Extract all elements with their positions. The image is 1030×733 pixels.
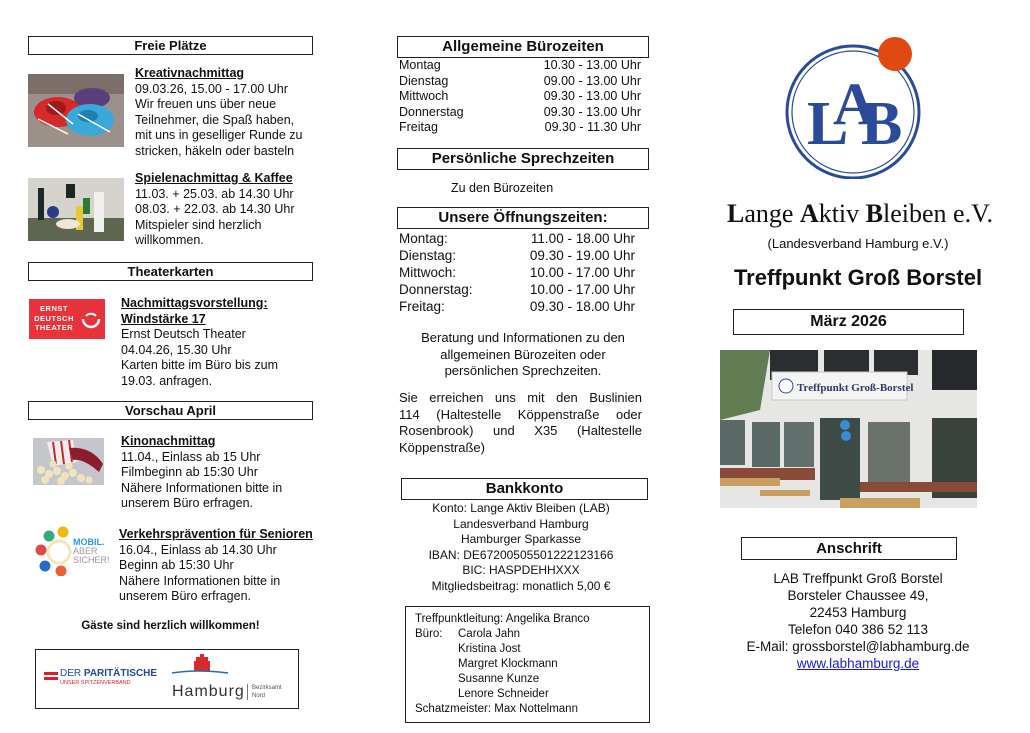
hours-day: Mittwoch [399,89,449,103]
team-leitung: Treffpunktleitung: Angelika Branco [415,613,590,625]
team-member: Margret Klockmann [458,658,558,670]
logo-text: DEUTSCH [34,313,74,323]
sponsors-box [35,649,299,709]
section-heading-sprechzeiten: Persönliche Sprechzeiten [397,148,649,170]
mobil-aber-sicher-logo [33,526,113,576]
event-line: unserem Büro erfragen. [121,496,254,510]
knitted-baby-shoes-photo [28,74,124,147]
hours-row [399,264,635,281]
hamburg-bezirksamt-logo [172,653,298,707]
org-name-suffix: e.V. [953,199,993,228]
team-member: Lenore Schneider [458,688,549,700]
section-heading-anschrift: Anschrift [741,537,957,560]
bank-line: IBAN: DE67200505501222123166 [428,547,614,562]
event-line: Beginn ab 15:30 Uhr [119,558,234,572]
event-line: mit uns in geselliger Runde zu [135,128,303,142]
hours-time: 10.30 - 13.00 Uhr [543,58,641,72]
hours-row [399,230,635,247]
logo-text: SICHER! [73,555,110,565]
hours-time: 09.30 - 13.00 Uhr [543,89,641,103]
lab-logo [783,34,923,179]
hours-time: 10.00 - 17.00 Uhr [529,265,635,280]
section-heading-bankkonto: Bankkonto [401,478,648,500]
bank-line: Konto: Lange Aktiv Bleiben (LAB) [432,501,610,515]
logo-text: ERNST [40,304,68,313]
hours-day: Donnerstag: [399,282,473,297]
logo-letter-b: B [861,90,903,158]
text-line: 114 (Haltestelle Köppenstraße oder [399,406,642,422]
bank-line: Mitgliedsbeitrag: monatlich 5,00 € [431,578,611,593]
bank-line: Landesverband Hamburg [453,516,589,531]
hours-time: 09.30 - 13.00 Uhr [543,104,641,119]
logo-text: PARITÄTISCHE [83,668,158,679]
text-line: Beratung und Informationen zu den [421,330,625,345]
hours-row [399,247,635,264]
event-line: 04.04.26, 15.30 Uhr [121,342,232,357]
team-member: Susanne Kunze [458,673,540,685]
org-subtitle: (Landesverband Hamburg e.V.) [767,236,949,251]
logo-text: Bezirksamt [252,685,282,691]
section-heading-vorschau-april: Vorschau April [28,401,313,420]
text-line: allgemeinen Bürozeiten oder [440,346,606,362]
section-heading-oeffnungszeiten: Unsere Öffnungszeiten: [397,207,649,229]
event-line: Karten bitte im Büro bis zum [121,358,279,372]
beratung-text [397,330,649,380]
org-name-part: ktiv [818,199,866,228]
team-buero-label: Büro: [415,628,443,640]
logo-text: MOBIL. [73,537,105,547]
hours-row [399,74,641,90]
event-line: Nähere Informationen bitte in [121,480,283,495]
hours-day: Dienstag [399,73,449,88]
org-name-part: ange [744,199,800,228]
hours-day: Montag: [399,231,448,246]
hours-time: 11.00 - 18.00 Uhr [530,231,635,246]
team-member: Carola Jahn [458,628,521,640]
hours-day: Freitag [399,120,438,134]
text-line: persönlichen Sprechzeiten. [444,363,602,378]
buerozeiten-table [399,58,641,136]
sprechzeiten-text: Zu den Bürozeiten [451,181,554,195]
logo-text: Nord [252,693,266,699]
event-title: Kreativnachmittag [135,66,245,80]
logo-text: ABER [73,546,98,556]
hours-time: 09.30 - 11.30 Uhr [544,120,641,134]
logo-text: DER [60,668,84,679]
page-title: Treffpunkt Groß Borstel [733,265,983,290]
event-line: 11.04., Einlass ab 15 Uhr [121,449,261,464]
event-title: Windstärke 17 [121,311,206,326]
team-schatzmeister: Schatzmeister: Max Nottelmann [415,703,578,715]
event-kreativnachmittag [135,66,325,159]
team-member: Kristina Jost [458,643,521,655]
treffpunkt-building-photo [720,350,977,508]
text-line: Rosenbrook) und X35 (Haltestelle [399,423,642,438]
org-name-part: leiben [883,199,954,228]
event-title: Kinonachmittag [121,434,216,448]
team-box [405,606,650,723]
event-line: Ernst Deutsch Theater [121,327,246,341]
hours-day: Mittwoch: [399,265,457,280]
event-title: Nachmittagsvorstellung: [121,296,268,310]
hours-row [399,58,641,74]
org-name-cap: A [799,199,819,228]
event-line: 19.03. anfragen. [121,373,213,388]
event-line: unserem Büro erfragen. [119,589,252,603]
address-block [700,570,1016,672]
smile-arc-icon [80,308,102,330]
hours-row [399,298,635,315]
event-line: willkommen. [135,233,204,247]
logo-text: UNSER SPITZENVERBAND [60,680,131,686]
event-line: Nähere Informationen bitte in [119,573,281,588]
bank-line: Hamburger Sparkasse [460,532,582,547]
event-verkehrspraevention [119,527,329,605]
email-line[interactable]: E-Mail: grossborstel@labhamburg.de [746,639,970,654]
section-heading-theaterkarten: Theaterkarten [28,262,313,281]
text-line: Sie erreichen uns mit den Buslinien [399,390,642,405]
guests-welcome-text: Gäste sind herzlich willkommen! [81,620,260,632]
hours-row [399,89,641,105]
event-kinonachmittag [121,434,321,512]
hours-row [399,120,641,136]
section-heading-buerozeiten: Allgemeine Bürozeiten [397,36,649,58]
event-title: Spielenachmittag & Kaffee [135,171,293,185]
event-line: stricken, häkeln oder basteln [135,143,295,158]
hours-time: 10.00 - 17.00 Uhr [529,282,635,297]
event-line: Filmbeginn ab 15:30 Uhr [121,465,258,479]
hours-time: 09.30 - 19.00 Uhr [529,248,635,263]
logo-text: Hamburg [172,683,245,700]
event-line: Mitspieler sind herzlich [135,217,262,232]
hamburg-castle-icon [172,653,232,679]
event-line: 16.04., Einlass ab 14.30 Uhr [119,542,277,557]
hours-time: 09.30 - 18.00 Uhr [529,299,635,314]
event-line: 11.03. + 25.03. ab 14.30 Uhr [135,186,294,201]
popcorn-photo [33,438,104,485]
hours-day: Montag [399,58,441,72]
section-heading-freie-plaetze: Freie Plätze [28,36,313,55]
event-line: Wir freuen uns über neue [135,97,277,111]
org-name-cap: B [865,199,883,228]
address-line: 22453 Hamburg [809,605,907,620]
ernst-deutsch-theater-logo [29,299,105,339]
hours-day: Freitag: [399,299,445,314]
logo-letter-l: L [807,90,849,158]
building-sign-text: Treffpunkt Groß-Borstel [797,382,914,394]
org-name [700,199,1020,229]
event-spielenachmittag [135,171,325,249]
text-line: Köppenstraße) [399,439,485,455]
logo-text: THEATER [34,323,74,332]
hours-time: 09.00 - 13.00 Uhr [543,73,641,88]
event-line: Teilnehmer, die Spaß haben, [135,112,295,127]
hours-day: Dienstag: [399,248,457,263]
oeffnungszeiten-table [399,230,635,315]
address-line: Borsteler Chaussee 49, [787,588,929,603]
logo-letter-a: A [833,71,877,137]
event-theater [121,296,321,389]
month-badge: März 2026 [733,309,964,335]
hours-day: Donnerstag [399,104,464,119]
website-link[interactable]: www.labhamburg.de [796,656,920,671]
phone-line: Telefon 040 386 52 113 [787,622,929,637]
event-line: 09.03.26, 15.00 - 17.00 Uhr [135,81,288,96]
event-line: 08.03. + 22.03. ab 14.30 Uhr [135,202,295,216]
hours-row [399,105,641,121]
org-name-cap: L [726,199,745,228]
bank-details [396,501,646,595]
board-game-figures-photo [28,178,124,241]
address-line: LAB Treffpunkt Groß Borstel [773,571,943,586]
hours-row [399,281,635,298]
bus-info-text [399,390,642,456]
event-title: Verkehrsprävention für Senioren [119,527,313,541]
bank-line: BIC: HASPDEHHXXX [462,563,580,578]
